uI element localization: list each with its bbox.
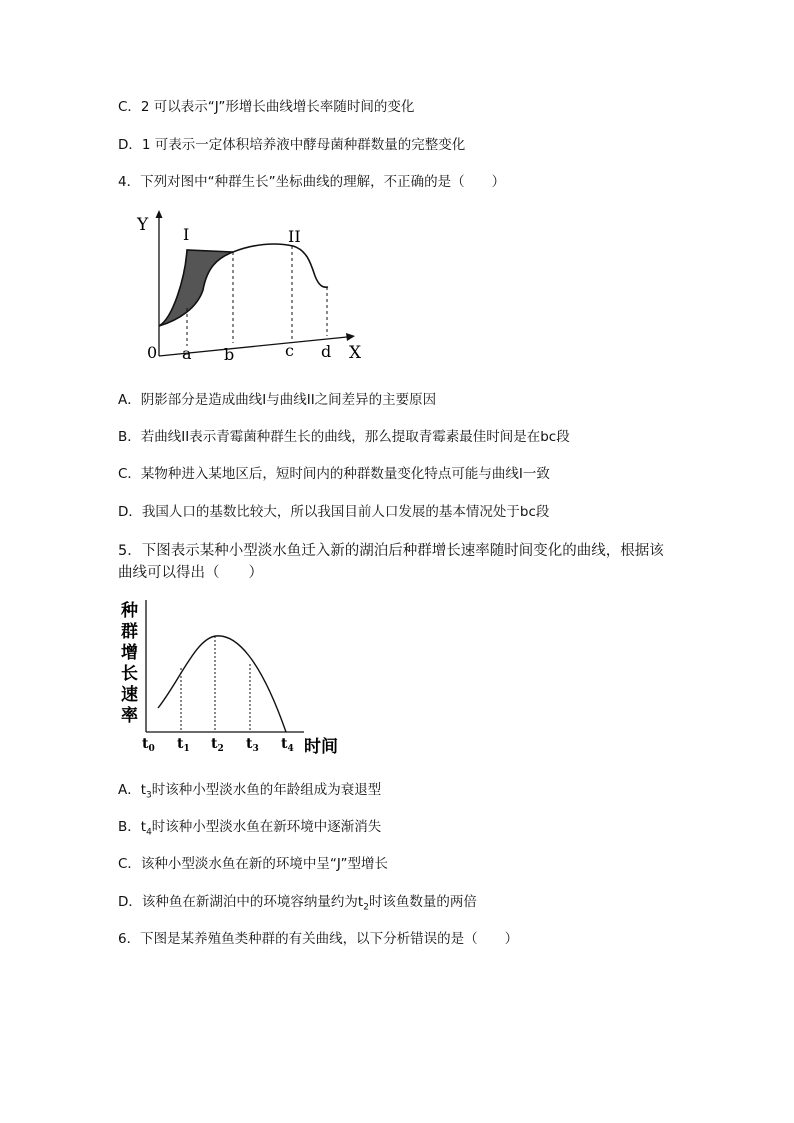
q5-y-label-6: 率 (121, 706, 138, 726)
q4-y-label: Y (137, 215, 149, 235)
q4-option-c: C．某物种进入某地区后，短时间内的种群数量变化特点可能与曲线I一致 (118, 466, 550, 482)
q5-tick-t4: $t_4$ (281, 736, 294, 754)
q5-growth-rate-curve (158, 636, 286, 732)
q5-option-d-pre: D．该种鱼在新湖泊中的环境容纳量约为t (118, 894, 364, 910)
q4-tick-c: c (285, 341, 294, 360)
q5-x-label: 时间 (304, 737, 338, 757)
q4-tick-b: b (224, 345, 235, 364)
q4-option-b: B．若曲线II表示青霉菌种群生长的曲线，那么提取青霉素最佳时间是在bc段 (118, 429, 570, 445)
q5-y-label-1: 种 (121, 601, 138, 621)
q4-figure (135, 208, 375, 372)
q5-tick-t1: $t_1$ (177, 736, 190, 754)
q5-figure (118, 598, 358, 762)
q5-option-a-pre: A．t (118, 782, 147, 798)
q3-option-c: C．2 可以表示“J”形增长曲线增长率随时间的变化 (118, 99, 415, 115)
q5-option-a (118, 780, 381, 806)
q5-option-b-post: 时该种小型淡水鱼在新环境中逐渐消失 (151, 819, 382, 835)
q5-option-d-post: 时该鱼数量的两倍 (368, 894, 477, 910)
q5-option-b (118, 817, 381, 843)
q5-option-b-pre: B．t (118, 819, 147, 835)
q5-option-a-post: 时该种小型淡水鱼的年龄组成为衰退型 (151, 782, 382, 798)
q5-tick-t2: $t_2$ (211, 736, 224, 754)
q5-stem-line1: 5．下图表示某种小型淡水鱼迁入新的湖泊后种群增长速率随时间变化的曲线，根据该 (118, 543, 664, 559)
q4-origin-label: 0 (147, 343, 158, 362)
q4-option-a: A．阴影部分是造成曲线I与曲线II之间差异的主要原因 (118, 392, 437, 408)
q6-stem: 6．下图是某养殖鱼类种群的有关曲线，以下分析错误的是（ ） (118, 931, 519, 947)
q5-option-c: C．该种小型淡水鱼在新的环境中呈“J”型增长 (118, 856, 388, 872)
q5-tick-t0: $t_0$ (142, 736, 155, 754)
q5-option-d (118, 892, 477, 918)
q4-option-d: D．我国人口的基数比较大，所以我国目前人口发展的基本情况处于bc段 (118, 504, 550, 520)
q5-y-label-2: 群 (121, 622, 138, 642)
q5-tick-t3: $t_3$ (246, 736, 259, 754)
q4-tick-d: d (321, 342, 332, 361)
q4-tick-a: a (182, 344, 192, 363)
q5-option-d-sub: 2 (363, 902, 369, 913)
q5-y-label-4: 长 (121, 664, 138, 684)
q5-option-b-sub: 4 (146, 827, 152, 838)
q5-option-a-sub: 3 (146, 790, 152, 801)
q5-y-label-3: 增 (121, 643, 138, 663)
q5-y-label-5: 速 (121, 685, 138, 705)
q4-x-label: X (349, 343, 362, 363)
q4-curve-II-label: II (288, 227, 301, 246)
q4-shaded-area (159, 250, 233, 326)
q3-option-d: D．1 可表示一定体积培养液中酵母菌种群数量的完整变化 (118, 137, 466, 153)
q4-stem: 4．下列对图中“种群生长”坐标曲线的理解，不正确的是（ ） (118, 174, 506, 190)
q4-curve-I-label: I (183, 225, 190, 244)
q5-stem-line2: 曲线可以得出（ ） (118, 565, 263, 581)
